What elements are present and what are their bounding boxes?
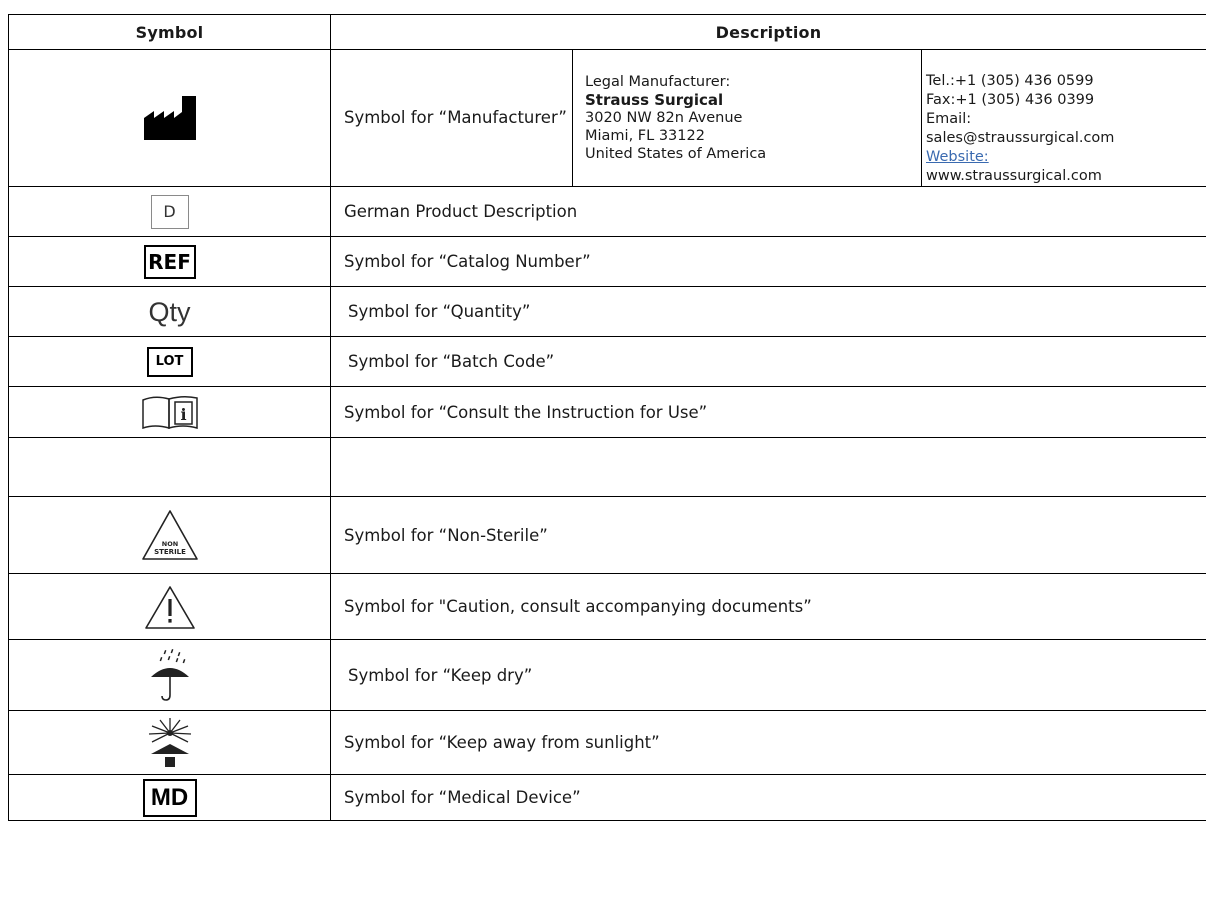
qty-icon: Qty xyxy=(148,296,191,327)
caution-symbol-cell xyxy=(9,574,331,640)
batch-description: Symbol for “Batch Code” xyxy=(331,337,1206,387)
email-label: Email: xyxy=(926,111,972,127)
manufacturer-description-text: Symbol for “Manufacturer” xyxy=(344,108,567,127)
medical-row xyxy=(9,775,1206,821)
ifu-symbol-cell xyxy=(9,387,331,438)
umbrella-icon xyxy=(148,647,192,703)
catalog-symbol-cell xyxy=(9,237,331,287)
caution-icon xyxy=(144,584,196,630)
website-link[interactable]: Website: xyxy=(926,149,989,165)
ifu-row xyxy=(9,387,1206,438)
manufacturer-icon xyxy=(142,94,198,142)
symbol-header: Symbol xyxy=(9,15,331,50)
legal-label: Legal Manufacturer: xyxy=(585,74,731,90)
keepdry-symbol-cell xyxy=(9,640,331,711)
sunlight-row xyxy=(9,711,1206,775)
batch-row xyxy=(9,337,1206,387)
batch-symbol-cell xyxy=(9,337,331,387)
email[interactable]: sales@straussurgical.com xyxy=(926,130,1115,146)
manufacturer-symbol-cell xyxy=(9,50,331,187)
description-header: Description xyxy=(331,15,1206,50)
header-row xyxy=(9,15,1206,50)
empty-description-cell xyxy=(331,438,1206,497)
md-icon: MD xyxy=(143,779,197,817)
caution-row xyxy=(9,574,1206,640)
quantity-description: Symbol for “Quantity” xyxy=(331,287,1206,337)
empty-row xyxy=(9,438,1206,497)
lot-icon: LOT xyxy=(147,347,193,377)
company-name: Strauss Surgical xyxy=(585,91,724,109)
ifu-icon-letter: i xyxy=(179,405,187,424)
medical-symbol-cell xyxy=(9,775,331,821)
website-url[interactable]: www.straussurgical.com xyxy=(926,168,1102,184)
nonsterile-row xyxy=(9,497,1206,574)
catalog-row xyxy=(9,237,1206,287)
non-sterile-bottom-text: STERILE xyxy=(153,548,186,556)
street: 3020 NW 82n Avenue xyxy=(585,110,743,126)
quantity-symbol-cell xyxy=(9,287,331,337)
caution-description: Symbol for "Caution, consult accompanying documents” xyxy=(331,574,1206,640)
tel: Tel.:+1 (305) 436 0599 xyxy=(926,73,1094,89)
german-description-icon: D xyxy=(151,195,189,229)
german-row xyxy=(9,187,1206,237)
city: Miami, FL 33122 xyxy=(585,128,705,144)
manufacturer-address xyxy=(573,50,922,187)
catalog-description: Symbol for “Catalog Number” xyxy=(331,237,1206,287)
empty-symbol-cell xyxy=(9,438,331,497)
ifu-description: Symbol for “Consult the Instruction for Use” xyxy=(331,387,1206,438)
keepdry-row xyxy=(9,640,1206,711)
sunlight-description: Symbol for “Keep away from sunlight” xyxy=(331,711,1206,775)
country: United States of America xyxy=(585,146,767,162)
manufacturer-description xyxy=(331,50,573,187)
german-symbol-cell xyxy=(9,187,331,237)
keepdry-description: Symbol for “Keep dry” xyxy=(331,640,1206,711)
symbol-table xyxy=(8,14,1206,821)
symbol-table-container xyxy=(8,14,1206,821)
sunlight-icon xyxy=(145,716,195,770)
non-sterile-top-text: NON xyxy=(161,540,178,548)
nonsterile-symbol-cell xyxy=(9,497,331,574)
quantity-row xyxy=(9,287,1206,337)
non-sterile-icon xyxy=(140,508,200,562)
medical-description: Symbol for “Medical Device” xyxy=(331,775,1206,821)
manufacturer-contact xyxy=(922,50,1206,187)
sunlight-symbol-cell xyxy=(9,711,331,775)
nonsterile-description: Symbol for “Non-Sterile” xyxy=(331,497,1206,574)
instructions-book-icon xyxy=(141,394,199,430)
german-description: German Product Description xyxy=(331,187,1206,237)
ref-icon: REF xyxy=(144,245,196,279)
manufacturer-row xyxy=(9,50,1206,187)
fax: Fax:+1 (305) 436 0399 xyxy=(926,92,1095,108)
